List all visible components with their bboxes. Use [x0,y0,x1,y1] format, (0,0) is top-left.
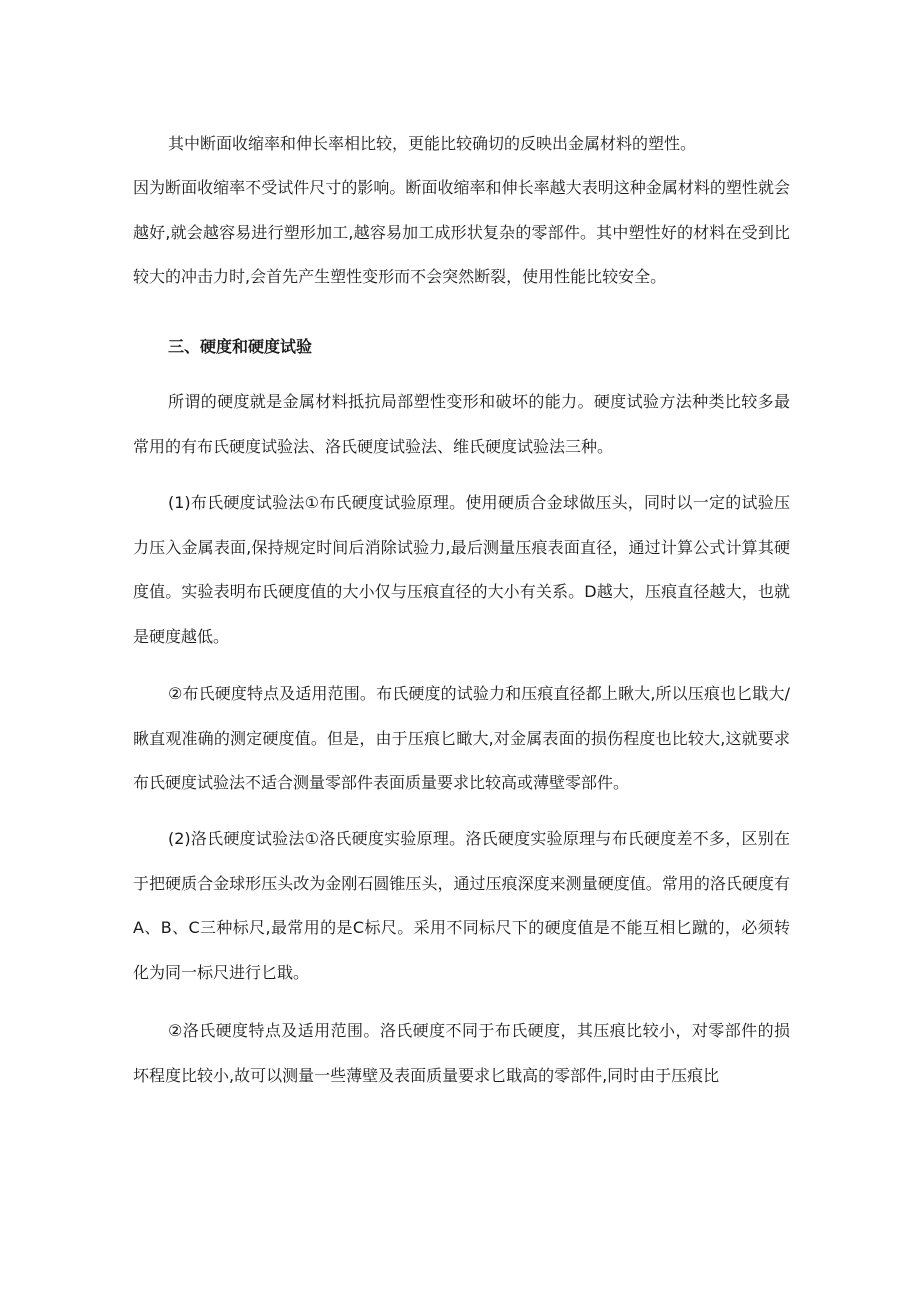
paragraph-hardness-definition: 所谓的硬度就是金属材料抵抗局部塑性变形和破坏的能力。硬度试验方法种类比较多最常用的有布氏硬度试验法、洛氏硬度试验法、维氏硬度试验法三种。 [133,392,790,456]
paragraph-reduction-of-area: 因为断面收缩率不受试件尺寸的影响。断面收缩率和伸长率越大表明这种金属材料的塑性就会越好,就会越容易进行塑形加工,越容易加工成形状复杂的零部件。其中塑性好的材料在受到比较大的冲击力时,会首先产生塑性变形而不会突然断裂，使用性能比较安全。 [133,178,790,286]
paragraph-rockwell-principle: (2)洛氏硬度试验法①洛氏硬度实验原理。洛氏硬度实验原理与布氏硬度差不多，区别在于把硬质合金球形压头改为金刚石圆锥压头，通过压痕深度来测量硬度值。常用的洛氏硬度有A、B、C三种标尺,最常用的是C标尺。采用不同标尺下的硬度值是不能互相匕蹴的，必须转化为同一标尺进行匕戢。 [133,829,790,982]
paragraph-rockwell-features: ②洛氏硬度特点及适用范围。洛氏硬度不同于布氏硬度，其压痕比较小，对零部件的损坏程度比较小,故可以测量一些薄壁及表面质量要求匕戢高的零部件,同时由于压痕比 [133,1021,790,1085]
paragraph-brinell-principle: (1)布氏硬度试验法①布氏硬度试验原理。使用硬质合金球做压头，同时以一定的试验压力压入金属表面,保持规定时间后消除试验力,最后测量压痕表面直径，通过计算公式计算其硬度值。实验表明布氏硬度值的大小仅与压痕直径的大小有关系。D越大，压痕直径越大，也就是硬度越低。 [133,493,790,646]
paragraph-plasticity-comparison: 其中断面收缩率和伸长率相比较，更能比较确切的反映出金属材料的塑性。 [168,134,697,153]
paragraph-brinell-features: ②布氏硬度特点及适用范围。布氏硬度的试验力和压痕直径都上瞅大,所以压痕也匕戢大/瞅直观准确的测定硬度值。但是，由于压痕匕瞰大,对金属表面的损伤程度也比较大,这就要求布氏硬度试验法不适合测量零部件表面质量要求比较高或薄壁零部件。 [133,684,790,792]
section-heading-hardness: 三、硬度和硬度试验 [168,337,313,356]
